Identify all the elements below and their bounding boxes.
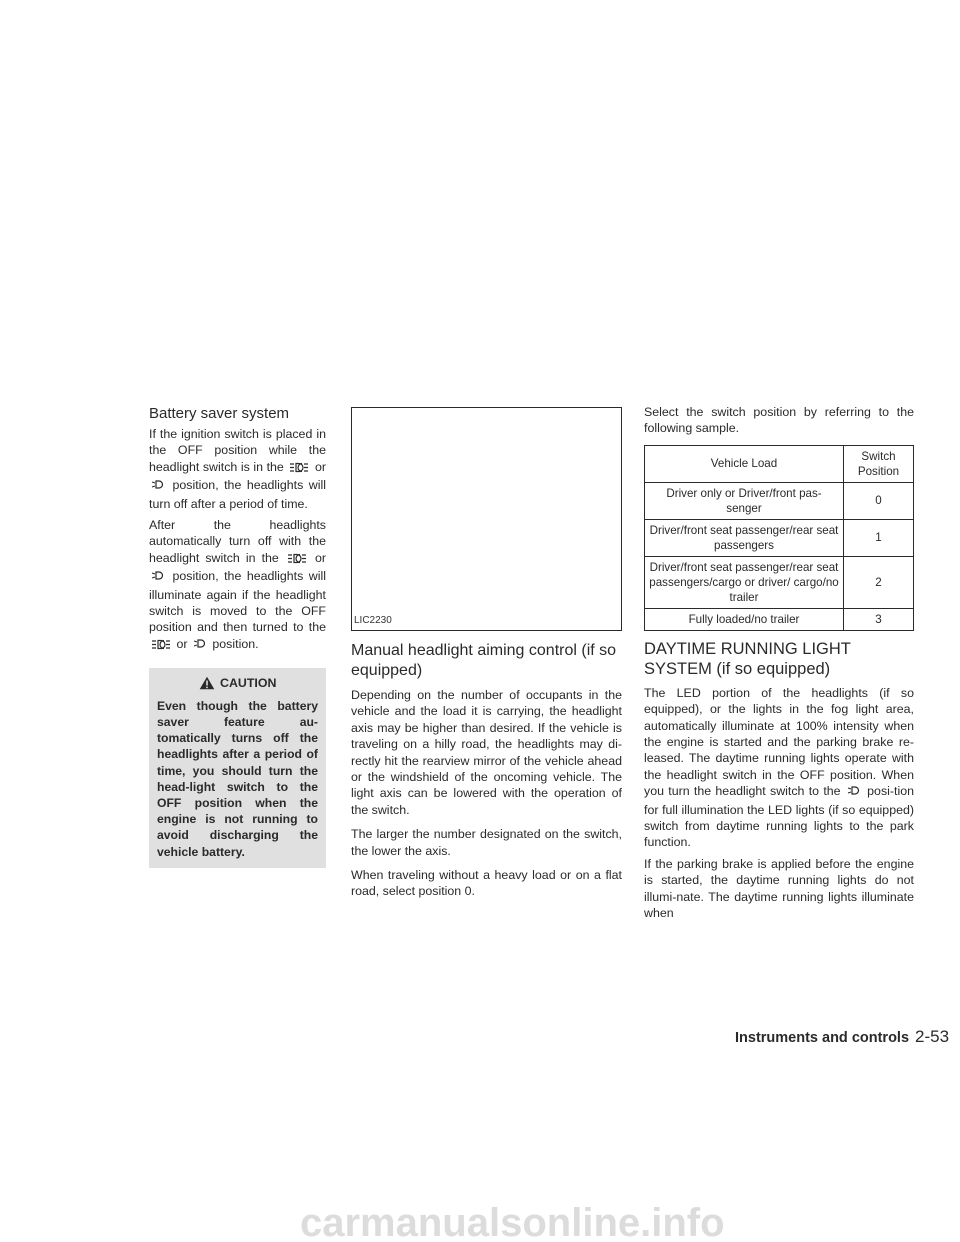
table-cell: Driver only or Driver/front pas-senger [645,482,844,519]
table-header-cell: Switch Position [844,445,914,482]
table-cell: Driver/front seat passenger/rear seat passengers [645,519,844,556]
caution-heading: CAUTION [157,675,318,691]
battery-saver-heading: Battery saver system [149,405,290,422]
drl-para-1: The LED portion of the headlights (if so equipped), or the lights in the fog light area, automatically illuminate at 100% intensity when the engine is started and the parking brake re-leased. The daytime running lights operate with the headlight switch in the OFF position. When you turn the headlight switch to the posi-tion for full illumination the LED lights (if so equipped) switch from daytime running lights to the park function. [644,685,914,850]
table-cell: Driver/front seat passenger/rear seat passengers/cargo or driver/ cargo/no trailer [645,556,844,608]
table-cell: 2 [844,556,914,608]
caution-text: Even though the battery saver feature au-tomatically turns off the headlights after a period of time, you should turn the head-light switch to the OFF position when the engine is not running to avoid discharging the vehicle battery. [157,698,318,859]
page-number: 2-53 [915,1027,950,1046]
watermark-text: carmanualsonline.info [300,1201,725,1242]
table-cell: 3 [844,608,914,630]
aiming-para-1: Depending on the number of occupants in the vehicle and the load it is carrying, the headlight axis may be higher than desired. If the vehicle is traveling on a hilly road, the headlights may di-rectly hit the rearview mirror of the vehicle ahead or the windshield of the oncoming vehicle. The light axis can be lowered with the operation of the switch. [351,688,622,817]
table-cell: Fully loaded/no trailer [645,608,844,630]
battery-saver-para-2: After the headlights automatically turn off with the headlight switch in the or position, the headlights will illuminate again if the headlight switch is moved to the OFF position and then turned to the or position. [149,517,326,654]
table-cell: 0 [844,482,914,519]
table-header-cell: Vehicle Load [645,445,844,482]
aiming-heading: Manual headlight aiming control (if so equipped) [351,642,617,679]
drl-para-2: If the parking brake is applied before the engine is started, the daytime running lights do not illumi-nate. The daytime running lights illuminate when [644,856,914,921]
battery-saver-para-1: If the ignition switch is placed in the OFF position while the headlight switch is in the or position, the headlights will turn off after a period of time. [149,427,326,511]
select-intro: Select the switch position by referring to the following sample. [644,405,914,436]
footer-section-title: Instruments and controls [735,1030,910,1046]
drl-heading: DAYTIME RUNNING LIGHT SYSTEM (if so equipped) [644,639,851,678]
aiming-para-3: When traveling without a heavy load or on a flat road, select position 0. [351,868,622,899]
table-cell: 1 [844,519,914,556]
aiming-para-2: The larger the number designated on the switch, the lower the axis. [351,827,622,858]
figure-code: LIC2230 [354,614,392,626]
